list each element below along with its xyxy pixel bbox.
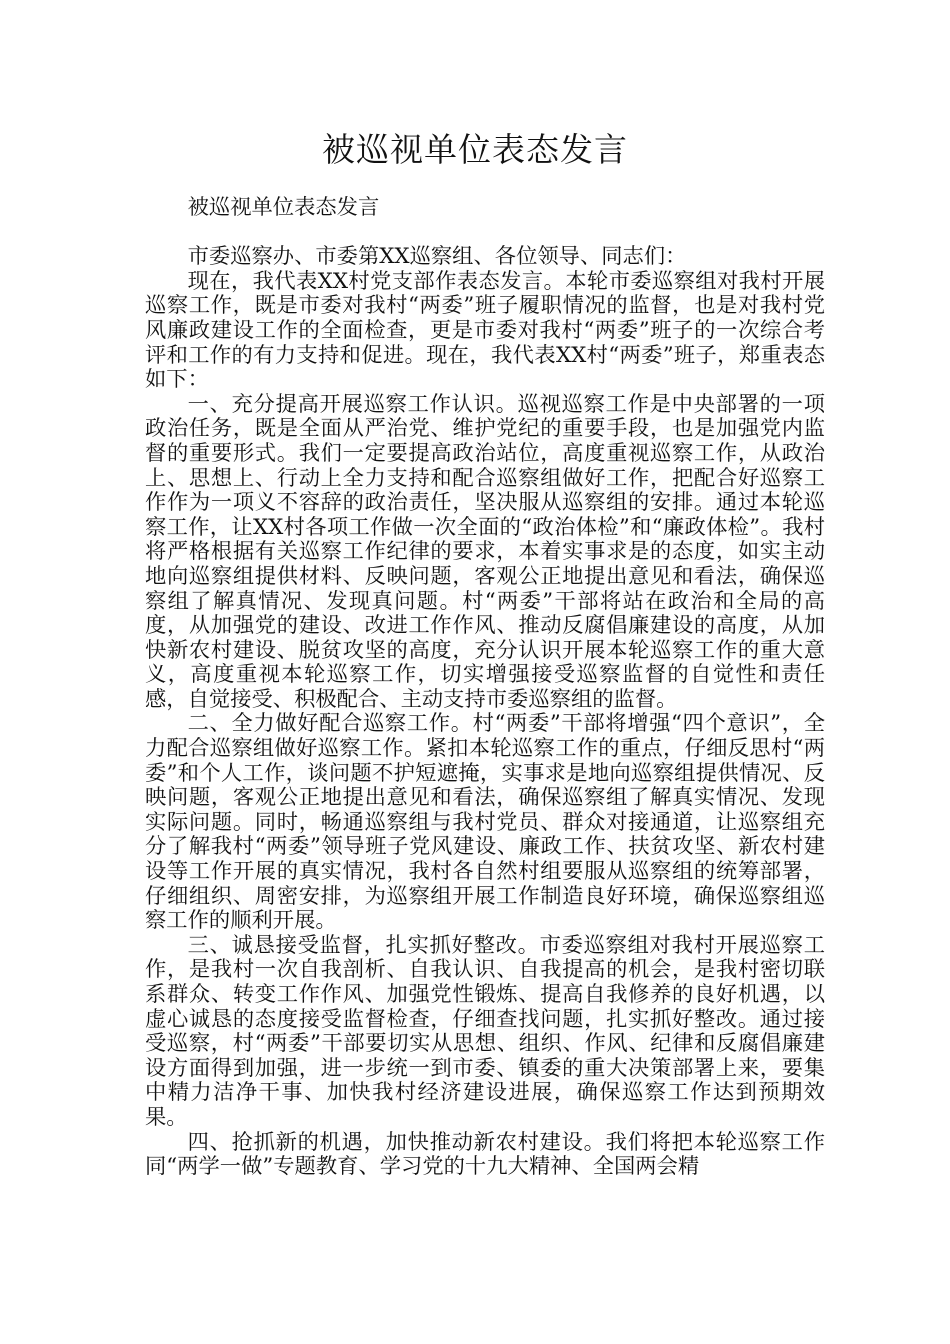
salutation: 市委巡察办、市委第XX巡察组、各位领导、同志们： — [187, 244, 687, 270]
paragraph-section-3: 三、诚恳接受监督，扎实抓好整改。市委巡察组对我村开展巡察工作，是我村一次自我剖析、自我认识、自我提高的机会，是我村密切联系群众、转变工作作风、加强党性锻炼、提高自我修养的良好机遇，以虚心诚恳的态度接受监督检查，仔细查找问题，扎实抓好整改。通过接受巡察，村“两委”干部要切实从思想、组织、作风、纪律和反腐倡廉建设方面得到加强，进一步统一到市委、镇委的重大决策部署上来，要集中精力洁净干事、加快我村经济建设进展，确保巡察工作达到预期效果。 — [145, 932, 825, 1130]
paragraph-intro: 现在，我代表XX村党支部作表态发言。本轮市委巡察组对我村开展巡察工作，既是市委对我村“两委”班子履职情况的监督，也是对我村党风廉政建设工作的全面检查，更是市委对我村“两委”班子的一次综合考评和工作的有力支持和促进。现在，我代表XX村“两委”班子，郑重表态如下： — [145, 268, 825, 393]
paragraph-section-2: 二、全力做好配合巡察工作。村“两委”干部将增强“四个意识”，全力配合巡察组做好巡察工作。紧扣本轮巡察工作的重点，仔细反思村“两委”和个人工作，谈问题不护短遮掩，实事求是地向巡察组提供情况、反映问题，客观公正地提出意见和看法，确保巡察组了解真实情况、发现实际问题。同时，畅通巡察组与我村党员、群众对接通道，让巡察组充分了解我村“两委”领导班子党风建设、廉政工作、扶贫攻坚、新农村建设等工作开展的真实情况，我村各自然村组要服从巡察组的统筹部署，仔细组织、周密安排，为巡察组开展工作制造良好环境，确保巡察组巡察工作的顺利开展。 — [145, 711, 825, 934]
document-title: 被巡视单位表态发言 — [322, 130, 628, 169]
paragraph-section-4: 四、抢抓新的机遇，加快推动新农村建设。我们将把本轮巡察工作同“两学一做”专题教育、学习党的十九大精神、全国两会精 — [145, 1129, 825, 1180]
paragraph-section-1: 一、充分提高开展巡察工作认识。巡视巡察工作是中央部署的一项政治任务，既是全面从严治党、维护党纪的重要手段，也是加强党内监督的重要形式。我们一定要提高政治站位，高度重视巡察工作，从政治上、思想上、行动上全力支持和配合巡察组做好工作，把配合好巡察工作作为一项义不容辞的政治责任，坚决服从巡察组的安排。通过本轮巡察工作，让XX村各项工作做一次全面的“政治体检”和“廉政体检”。我村将严格根据有关巡察工作纪律的要求，本着实事求是的态度，如实主动地向巡察组提供材料、反映问题，客观公正地提出意见和看法，确保巡察组了解真情况、发现真问题。村“两委”干部将站在政治和全局的高度，从加强党的建设、改进工作作风、推动反腐倡廉建设的高度，从加快新农村建设、脱贫攻坚的高度，充分认识开展本轮巡察工作的重大意义，高度重视本轮巡察工作，切实增强接受巡察监督的自觉性和责任感，自觉接受、积极配合、主动支持市委巡察组的监督。 — [145, 391, 825, 712]
document-body — [145, 196, 825, 1180]
document-subtitle: 被巡视单位表态发言 — [187, 195, 380, 220]
